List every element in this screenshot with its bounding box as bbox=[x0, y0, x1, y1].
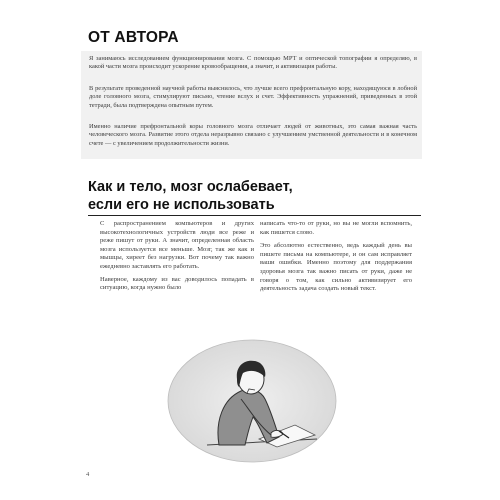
left-paragraph-1: С распространением компьютеров и других высокотехнологичных устройств люди все реже и реже пишут от руки. А значит, определенная область мозга используется все меньше. Мозг, так же как и мышцы, хиреет без нагрузки. Вот почему так важно ежедневно заставлять его работать. bbox=[100, 220, 254, 270]
author-paragraph-3: Именно наличие префронтальной коры головного мозга отличает людей от животных, это самая важная часть человеческого мозга. Развитие этого отдела неразрывно связано с улучшением умственной деятельности и в конечном счете — с увеличением продолжительности жизни. bbox=[89, 123, 417, 147]
left-paragraph-2: Наверное, каждому из вас доводилось попадать в ситуацию, когда нужно было bbox=[100, 275, 254, 292]
right-paragraph-2: Это абсолютно естественно, ведь каждый день вы пишете письма на компьютере, и он сам исправляет ваши ошибки. Именно поэтому для поддержания здоровья мозга так важно писать от руки, даже не говоря о том, как сильно активизирует его деятельность задача создать новый текст. bbox=[260, 242, 412, 293]
page-number: 4 bbox=[86, 471, 90, 478]
right-text-column bbox=[260, 220, 412, 294]
left-text-column bbox=[100, 220, 254, 293]
author-paragraph-1: Я занимаюсь исследованием функционирования мозга. С помощью МРТ и оптической топографии я определяю, в какой части мозга происходит ускорение кровообращения, а значит, и активизация работы. bbox=[89, 55, 417, 71]
right-paragraph-1: написать что-то от руки, но вы не могли вспомнить, как пишется слово. bbox=[260, 220, 412, 236]
woman-writing-illustration bbox=[167, 339, 337, 464]
heading-rule bbox=[88, 215, 421, 216]
author-section-title: ОТ АВТОРА bbox=[88, 29, 179, 46]
section-heading: Как и тело, мозг ослабевает, если его не использовать bbox=[88, 179, 293, 213]
author-note-box bbox=[81, 51, 422, 159]
author-paragraph-2: В результате проведенной научной работы выяснилось, что лучше всего префронтальную кору, находящуюся в лобной доле головного мозга, стимулируют письмо, чтение вслух и счет. Эффективность упражнений, приведенных в этой тетради, была подтверждена опытным путем. bbox=[89, 85, 417, 109]
